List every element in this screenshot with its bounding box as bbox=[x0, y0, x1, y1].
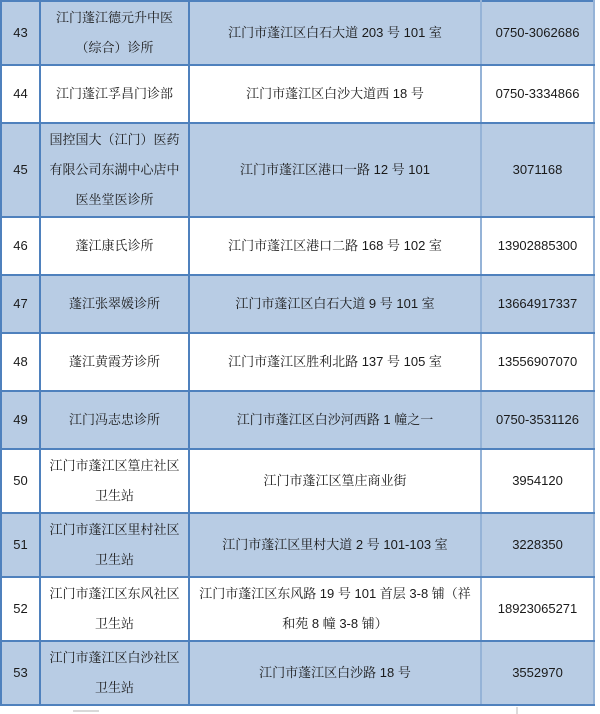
cell-no: 50 bbox=[1, 449, 40, 513]
table-row bbox=[1, 217, 594, 275]
cell-address: 江门市蓬江区里村大道 2 号 101-103 室 bbox=[189, 513, 481, 577]
cell-address: 江门市蓬江区白沙大道西 18 号 bbox=[189, 65, 481, 123]
cell-address: 江门市蓬江区白石大道 9 号 101 室 bbox=[189, 275, 481, 333]
cell-address: 江门市蓬江区胜利北路 137 号 105 室 bbox=[189, 333, 481, 391]
cell-no: 46 bbox=[1, 217, 40, 275]
cell-name: 江门市蓬江区白沙社区卫生站 bbox=[40, 641, 189, 705]
cell-phone: 13556907070 bbox=[481, 333, 594, 391]
table-row bbox=[1, 275, 594, 333]
clinic-table-body bbox=[1, 1, 594, 705]
cell-phone: 0750-3062686 bbox=[481, 1, 594, 65]
table-row bbox=[1, 65, 594, 123]
cell-no: 48 bbox=[1, 333, 40, 391]
cell-name: 江门市蓬江区篁庄社区卫生站 bbox=[40, 449, 189, 513]
table-row bbox=[1, 123, 594, 217]
cell-name: 蓬江张翠媛诊所 bbox=[40, 275, 189, 333]
cell-name: 江门蓬江孚昌门诊部 bbox=[40, 65, 189, 123]
cell-address: 江门市蓬江区港口一路 12 号 101 bbox=[189, 123, 481, 217]
clipped-next-row-border-fragment bbox=[516, 707, 518, 714]
table-row bbox=[1, 577, 594, 641]
cell-no: 52 bbox=[1, 577, 40, 641]
cell-no: 47 bbox=[1, 275, 40, 333]
cell-no: 45 bbox=[1, 123, 40, 217]
cell-no: 49 bbox=[1, 391, 40, 449]
cell-phone: 18923065271 bbox=[481, 577, 594, 641]
cell-phone: 0750-3334866 bbox=[481, 65, 594, 123]
cell-name: 蓬江康氏诊所 bbox=[40, 217, 189, 275]
cell-address: 江门市蓬江区白沙河西路 1 幢之一 bbox=[189, 391, 481, 449]
cell-name: 江门市蓬江区东风社区卫生站 bbox=[40, 577, 189, 641]
table-row bbox=[1, 513, 594, 577]
cell-name: 江门冯志忠诊所 bbox=[40, 391, 189, 449]
cell-phone: 3071168 bbox=[481, 123, 594, 217]
cell-name: 蓬江黄霞芳诊所 bbox=[40, 333, 189, 391]
cell-address: 江门市蓬江区白石大道 203 号 101 室 bbox=[189, 1, 481, 65]
table-row bbox=[1, 1, 594, 65]
cell-name: 江门市蓬江区里村社区卫生站 bbox=[40, 513, 189, 577]
cell-name: 国控国大（江门）医药有限公司东湖中心店中医坐堂医诊所 bbox=[40, 123, 189, 217]
clipped-next-row-border-fragment bbox=[73, 710, 99, 712]
cell-address: 江门市蓬江区港口二路 168 号 102 室 bbox=[189, 217, 481, 275]
cell-no: 51 bbox=[1, 513, 40, 577]
table-row bbox=[1, 391, 594, 449]
table-row bbox=[1, 333, 594, 391]
cell-address: 江门市蓬江区白沙路 18 号 bbox=[189, 641, 481, 705]
cell-address: 江门市蓬江区东风路 19 号 101 首层 3-8 铺（祥和苑 8 幢 3-8 铺） bbox=[189, 577, 481, 641]
cell-phone: 3954120 bbox=[481, 449, 594, 513]
table-row bbox=[1, 641, 594, 705]
cell-address: 江门市蓬江区篁庄商业街 bbox=[189, 449, 481, 513]
cell-name: 江门蓬江德元升中医（综合）诊所 bbox=[40, 1, 189, 65]
cell-phone: 13902885300 bbox=[481, 217, 594, 275]
cell-no: 53 bbox=[1, 641, 40, 705]
cell-no: 44 bbox=[1, 65, 40, 123]
table-row bbox=[1, 449, 594, 513]
cell-phone: 13664917337 bbox=[481, 275, 594, 333]
cell-no: 43 bbox=[1, 1, 40, 65]
cell-phone: 3552970 bbox=[481, 641, 594, 705]
cell-phone: 3228350 bbox=[481, 513, 594, 577]
cell-phone: 0750-3531126 bbox=[481, 391, 594, 449]
